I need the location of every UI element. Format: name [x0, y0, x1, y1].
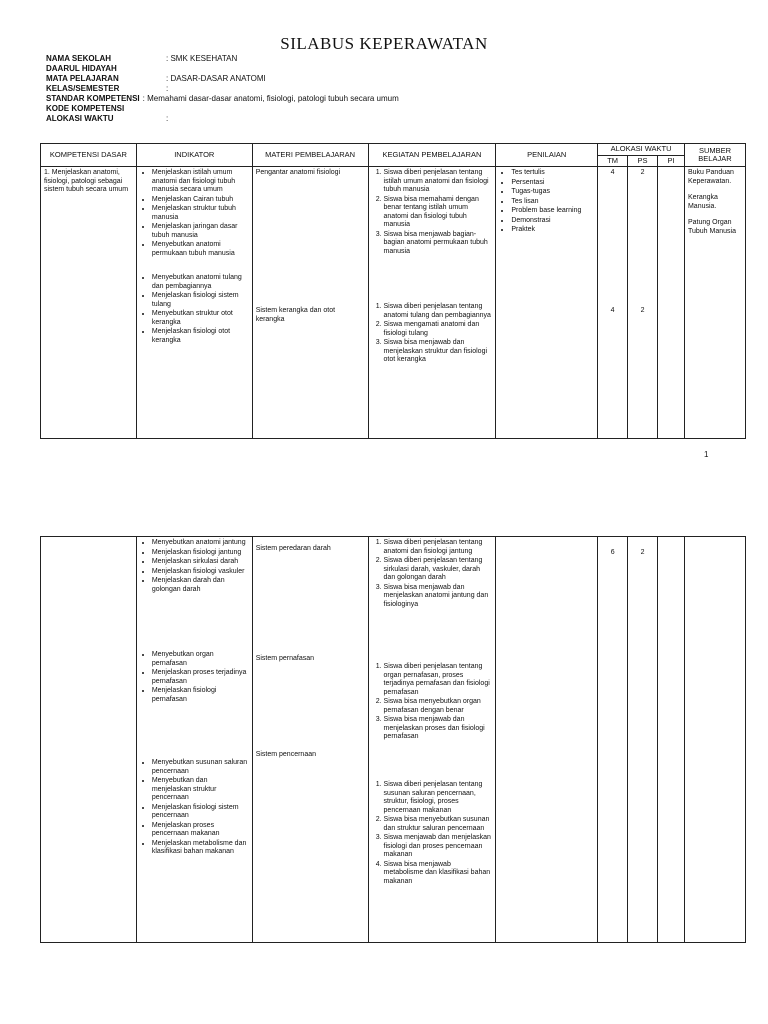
- list-item: • Menjelaskan istilah umum anatomi dan fisiologi tubuh manusia secara umum: [152, 169, 249, 195]
- table-header-row: [41, 144, 746, 156]
- sumber-cell: [684, 167, 745, 439]
- materi-item: Sistem pencernaan: [255, 751, 317, 758]
- list-item: 2. Siswa diberi penjelasan tentang sirkulasi darah, vaskuler, darah dan golongan darah: [384, 557, 493, 583]
- header-kompetensi: KOMPETENSI DASAR: [41, 144, 137, 167]
- info-label: ALOKASI WAKTU: [46, 114, 114, 123]
- list-item: 3. Siswa bisa menjawab dan menjelaskan struktur dan fisiologi otot kerangka: [384, 339, 493, 365]
- info-value: : Memahami dasar-dasar anatomi, fisiologi, patologi tubuh secara umum: [142, 94, 399, 103]
- kegiatan-list: [372, 539, 493, 663]
- tm-cell: [598, 537, 628, 943]
- ps-value: 2: [640, 169, 645, 176]
- list-item: 2. Siswa bisa memahami dengan benar tentang istilah umum anatomi dan fisiologi tubuh manusia: [384, 196, 493, 230]
- list-item: • Menjelaskan sirkulasi darah: [152, 558, 249, 567]
- list-item: • Menjelaskan fisiologi vaskuler: [152, 568, 249, 577]
- tm-value: 6: [610, 549, 615, 556]
- info-value: :: [166, 114, 169, 123]
- list-item: 3. Siswa bisa menjawab bagian-bagian anatomi permukaan tubuh manusia: [384, 231, 493, 257]
- kegiatan-list: [372, 781, 493, 886]
- info-value: :: [166, 84, 169, 93]
- header-sumber: SUMBER BELAJAR: [684, 144, 745, 167]
- indikator-list: [140, 274, 249, 345]
- list-item: • Menjelaskan fisiologi pernafasan: [152, 687, 249, 704]
- list-item: • Menyebutkan dan menjelaskan struktur pencernaan: [152, 777, 249, 803]
- info-row: [46, 104, 399, 114]
- list-item: • Menjelaskan struktur tubuh manusia: [152, 205, 249, 222]
- tm-cell: [598, 167, 628, 439]
- list-item: • Tes lisan: [511, 198, 594, 207]
- header-ps: PS: [628, 155, 658, 167]
- kompetensi-cell: [41, 537, 137, 943]
- info-label: DAARUL HIDAYAH: [46, 64, 117, 73]
- indikator-list: [140, 169, 249, 258]
- list-item: • Demonstrasi: [511, 217, 594, 226]
- ps-cell: [628, 167, 658, 439]
- list-item: 3. Siswa bisa menjawab dan menjelaskan proses dan fisiologi pernafasan: [384, 716, 493, 742]
- list-item: • Menyebutkan organ pernafasan: [152, 651, 249, 668]
- ps-value: 2: [640, 307, 645, 314]
- page-number: 1: [704, 450, 709, 459]
- header-alokasi: ALOKASI WAKTU: [598, 144, 685, 156]
- info-row: [46, 94, 399, 104]
- list-item: 1. Siswa diberi penjelasan tentang organ pernafasan, proses terjadinya pernafasan dan fisiologi pernafasan: [384, 663, 493, 697]
- list-item: • Menjelaskan metabolisme dan klasifikasi bahan makanan: [152, 840, 249, 857]
- list-item: • Menyebutkan susunan saluran pencernaan: [152, 759, 249, 776]
- table-row: [41, 167, 746, 439]
- materi-cell: [252, 167, 368, 439]
- list-item: 1. Siswa diberi penjelasan tentang anatomi dan fisiologi jantung: [384, 539, 493, 556]
- list-item: 1. Siswa diberi penjelasan tentang anatomi tulang dan pembagiannya: [384, 303, 493, 320]
- list-item: • Menjelaskan fisiologi sistem tulang: [152, 292, 249, 309]
- table-row: [41, 537, 746, 943]
- materi-cell: [252, 537, 368, 943]
- materi-item: Pengantar anatomi fisiologi: [255, 169, 341, 176]
- info-label: STANDAR KOMPETENSI: [46, 94, 140, 103]
- kegiatan-cell: [368, 537, 496, 943]
- indikator-list: [140, 651, 249, 759]
- list-item: • Persentasi: [511, 179, 594, 188]
- list-item: • Menjelaskan darah dan golongan darah: [152, 577, 249, 594]
- list-item: 2. Siswa bisa menyebutkan organ pernafasan dengan benar: [384, 698, 493, 715]
- info-label: MATA PELAJARAN: [46, 74, 119, 83]
- list-item: • Tugas-tugas: [511, 188, 594, 197]
- sumber-item: Buku Panduan Keperawatan.: [687, 169, 734, 185]
- info-label: NAMA SEKOLAH: [46, 54, 112, 63]
- list-item: • Menyebutkan anatomi permukaan tubuh manusia: [152, 241, 249, 258]
- ps-cell: [628, 537, 658, 943]
- header-indikator: INDIKATOR: [136, 144, 252, 167]
- info-label: KELAS/SEMESTER: [46, 84, 120, 93]
- kegiatan-cell: [368, 167, 496, 439]
- list-item: 3. Siswa bisa menjawab dan menjelaskan anatomi jantung dan fisiologinya: [384, 584, 493, 610]
- header-tm: TM: [598, 155, 628, 167]
- sumber-cell: [685, 537, 746, 943]
- list-item: • Menyebutkan anatomi tulang dan pembagiannya: [152, 274, 249, 291]
- indikator-list: [140, 539, 249, 651]
- penilaian-list: [499, 169, 594, 235]
- indikator-cell: [136, 537, 252, 943]
- page-title: SILABUS KEPERAWATAN: [280, 34, 488, 53]
- penilaian-cell: [496, 537, 598, 943]
- kegiatan-list: [372, 303, 493, 365]
- list-item: • Menjelaskan jaringan dasar tubuh manusia: [152, 223, 249, 240]
- header-kegiatan: KEGIATAN PEMBELAJARAN: [368, 144, 496, 167]
- sumber-item: Kerangka Manusia.: [687, 194, 718, 210]
- kegiatan-list: [372, 663, 493, 781]
- info-label: KODE KOMPETENSI: [46, 104, 125, 113]
- info-row: [46, 54, 399, 64]
- info-value: : SMK KESEHATAN: [166, 54, 238, 63]
- info-row: [46, 64, 399, 74]
- list-item: • Tes tertulis: [511, 169, 594, 178]
- info-value: : DASAR-DASAR ANATOMI: [166, 74, 266, 83]
- list-item: • Menjelaskan proses terjadinya pernafasan: [152, 669, 249, 686]
- list-item: • Menjelaskan fisiologi jantung: [152, 549, 249, 558]
- list-item: 4. Siswa bisa menjawab metabolisme dan klasifikasi bahan makanan: [384, 861, 493, 887]
- syllabus-info: [46, 54, 399, 124]
- list-item: • Menyebutkan struktur otot kerangka: [152, 310, 249, 327]
- ps-value: 2: [640, 549, 645, 556]
- info-row: [46, 114, 399, 124]
- penilaian-cell: [496, 167, 598, 439]
- list-item: 2. Siswa mengamati anatomi dan fisiologi tulang: [384, 321, 493, 338]
- list-item: • Menjelaskan Cairan tubuh: [152, 196, 249, 205]
- tm-value: 4: [610, 307, 615, 314]
- syllabus-table-page-2: [40, 536, 746, 943]
- list-item: 2. Siswa bisa menyebutkan susunan dan struktur saluran pencernaan: [384, 816, 493, 833]
- header-penilaian: PENILAIAN: [496, 144, 598, 167]
- list-item: • Menjelaskan proses pencernaan makanan: [152, 822, 249, 839]
- header-pi: PI: [658, 155, 685, 167]
- materi-item: Sistem kerangka dan otot kerangka: [255, 307, 336, 323]
- kegiatan-list: [372, 169, 493, 303]
- syllabus-table-page-1: [40, 143, 746, 439]
- list-item: • Problem base learning: [511, 207, 594, 216]
- list-item: • Menjelaskan fisiologi otot kerangka: [152, 328, 249, 345]
- info-row: [46, 74, 399, 84]
- indikator-list: [140, 759, 249, 857]
- list-item: 1. Siswa diberi penjelasan tentang istilah umum anatomi dan fisiologi tubuh manusia: [384, 169, 493, 195]
- pi-cell: [658, 537, 685, 943]
- info-row: [46, 84, 399, 94]
- sumber-item: Patung Organ Tubuh Manusia: [687, 219, 736, 235]
- materi-item: Sistem peredaran darah: [255, 545, 331, 552]
- list-item: 1. Siswa diberi penjelasan tentang susunan saluran pencernaan, struktur, fisiologi, proses pencernaan makanan: [384, 781, 493, 815]
- list-item: • Menyebutkan anatomi jantung: [152, 539, 249, 548]
- kompetensi-cell: 1. Menjelaskan anatomi, fisiologi, patologi sebagai sistem tubuh secara umum: [41, 167, 137, 439]
- tm-value: 4: [610, 169, 615, 176]
- list-item: • Menjelaskan fisiologi sistem pencernaan: [152, 804, 249, 821]
- header-materi: MATERI PEMBELAJARAN: [252, 144, 368, 167]
- list-item: • Praktek: [511, 226, 594, 235]
- materi-item: Sistem pernafasan: [255, 655, 315, 662]
- indikator-cell: [136, 167, 252, 439]
- list-item: 3. Siswa menjawab dan menjelaskan fisiologi dan proses pencernaan makanan: [384, 834, 493, 860]
- pi-cell: [658, 167, 685, 439]
